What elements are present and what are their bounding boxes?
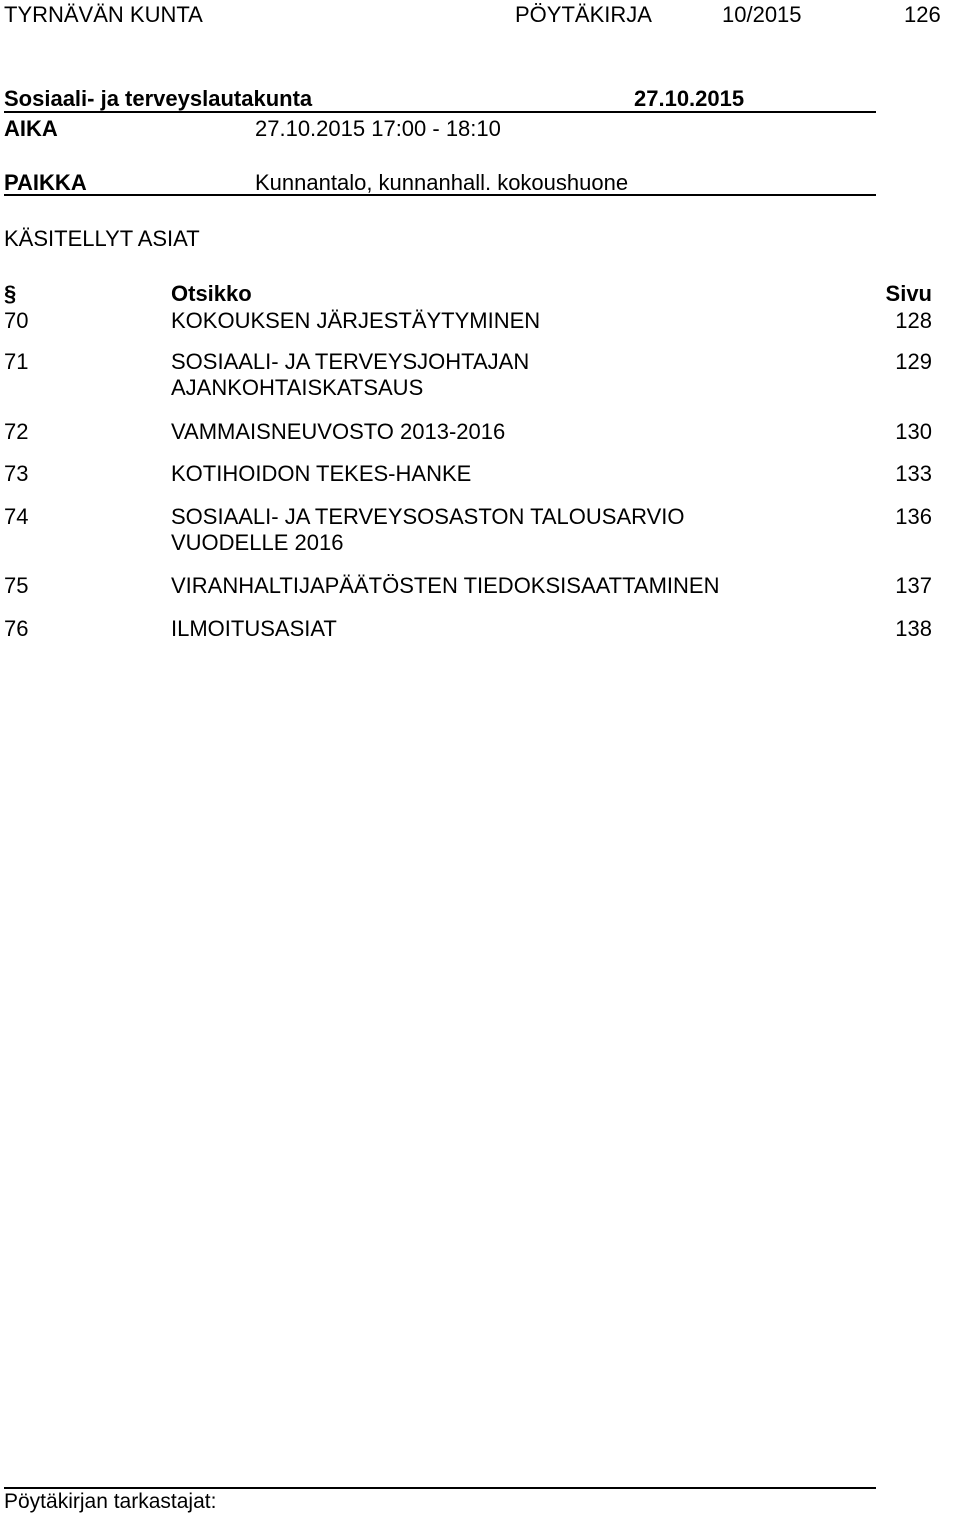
column-header-page: Sivu — [885, 281, 932, 306]
document-type: PÖYTÄKIRJA — [515, 2, 652, 27]
agenda-heading: KÄSITELLYT ASIAT — [4, 226, 200, 251]
agenda-item-page: 130 — [895, 419, 932, 444]
agenda-item-number: 73 — [4, 461, 29, 486]
agenda-item-title: ILMOITUSASIAT — [171, 616, 337, 641]
agenda-item-title: SOSIAALI- JA TERVEYSJOHTAJAN AJANKOHTAISKATSAUS — [171, 349, 530, 400]
agenda-item-page: 136 — [895, 504, 932, 529]
agenda-item-number: 71 — [4, 349, 29, 374]
document-number: 10/2015 — [722, 2, 802, 27]
agenda-item-title: VAMMAISNEUVOSTO 2013-2016 — [171, 419, 506, 444]
place-label: PAIKKA — [4, 170, 87, 195]
footer-divider-line — [4, 1487, 876, 1489]
agenda-item-page: 128 — [895, 308, 932, 333]
page-number: 126 — [904, 2, 941, 27]
column-header-title: Otsikko — [171, 281, 252, 306]
agenda-item-title: KOTIHOIDON TEKES-HANKE — [171, 461, 472, 486]
time-value: 27.10.2015 17:00 - 18:10 — [255, 116, 501, 141]
place-value: Kunnantalo, kunnanhall. kokoushuone — [255, 170, 629, 195]
meeting-date: 27.10.2015 — [634, 86, 745, 111]
agenda-item-number: 74 — [4, 504, 29, 529]
agenda-item-title: VIRANHALTIJAPÄÄTÖSTEN TIEDOKSISAATTAMINEN — [171, 573, 720, 598]
agenda-item-title: SOSIAALI- JA TERVEYSOSASTON TALOUSARVIO VUODELLE 2016 — [171, 504, 685, 555]
reviewers-label: Pöytäkirjan tarkastajat: — [4, 1490, 217, 1513]
time-label: AIKA — [4, 116, 58, 141]
agenda-item-number: 70 — [4, 308, 29, 333]
agenda-item-page: 138 — [895, 616, 932, 641]
agenda-item-page: 129 — [895, 349, 932, 374]
municipality-name: TYRNÄVÄN KUNTA — [4, 2, 203, 27]
agenda-item-number: 76 — [4, 616, 29, 641]
agenda-item-page: 137 — [895, 573, 932, 598]
agenda-item-number: 72 — [4, 419, 29, 444]
divider-line — [4, 111, 876, 113]
agenda-item-page: 133 — [895, 461, 932, 486]
divider-line — [4, 194, 876, 196]
agenda-item-number: 75 — [4, 573, 29, 598]
column-header-section: § — [4, 281, 17, 306]
meeting-body: Sosiaali- ja terveyslautakunta — [4, 86, 313, 111]
agenda-item-title: KOKOUKSEN JÄRJESTÄYTYMINEN — [171, 308, 541, 333]
